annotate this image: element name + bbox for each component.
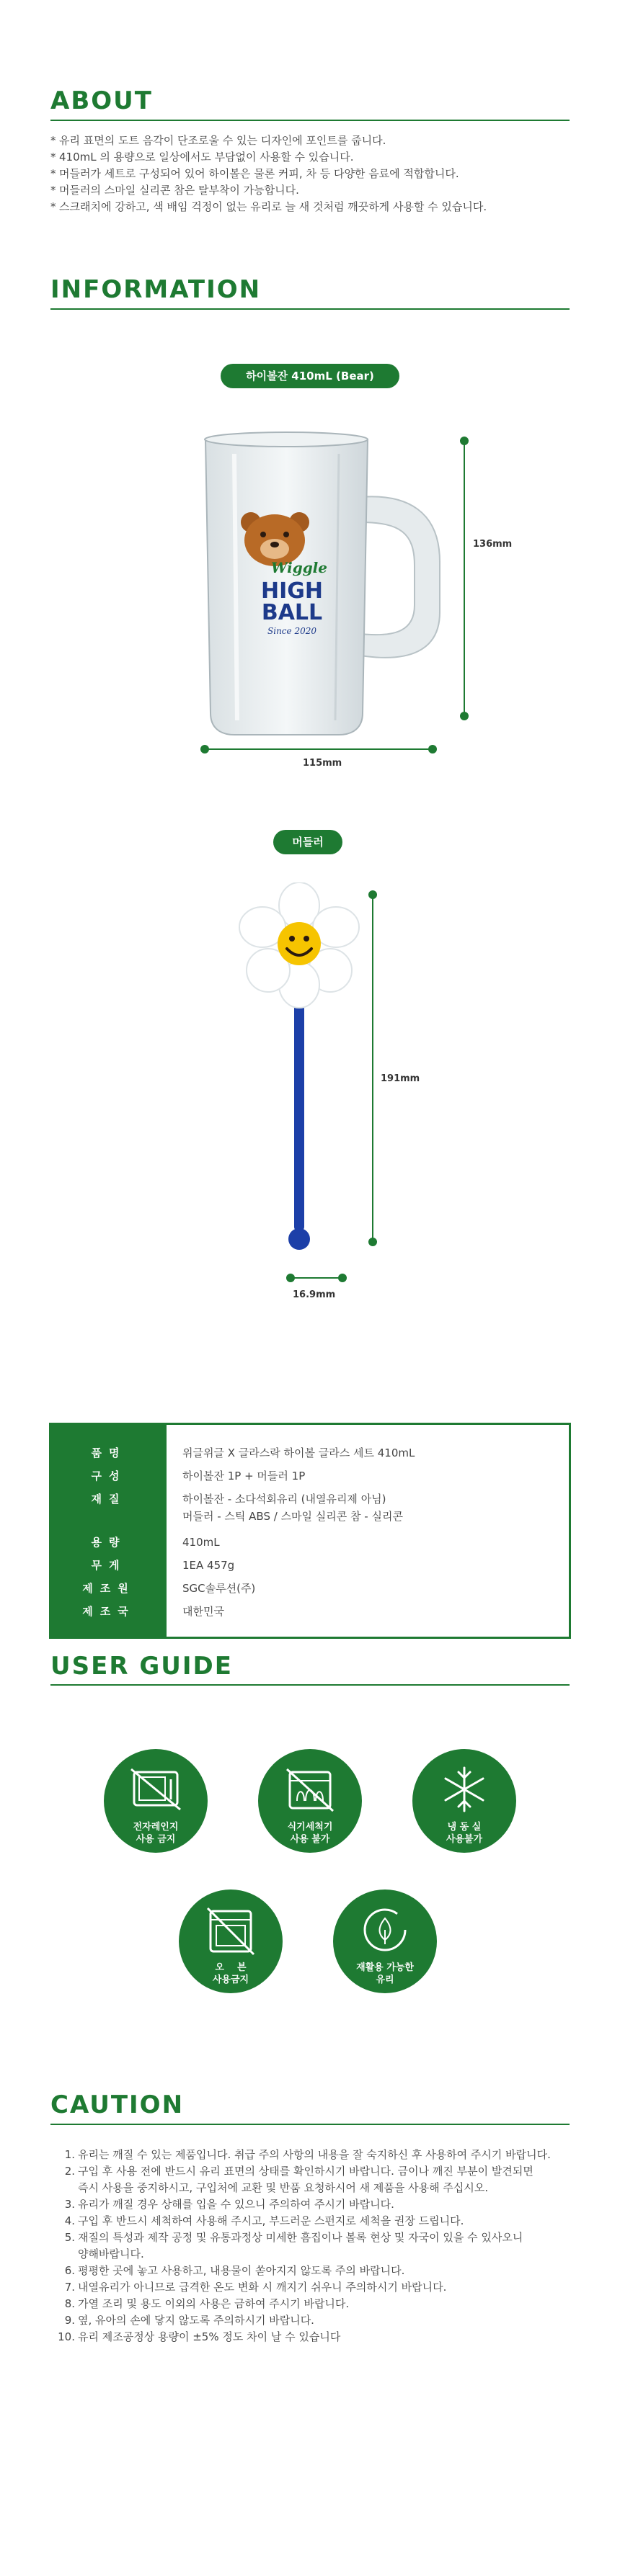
- about-title: ABOUT: [50, 86, 153, 115]
- muddler-width-dot-right: [338, 1274, 347, 1282]
- guide-label-line2: 사용 불가: [290, 1834, 330, 1845]
- guide-circle: [258, 1749, 362, 1853]
- caution-text: 옆, 유아의 손에 닿지 않도록 주의하시기 바랍니다.: [78, 2314, 314, 2327]
- caution-item: [56, 2296, 575, 2312]
- guide-item-oven: [170, 1889, 291, 1993]
- guide-label-line1: 전자레인지: [133, 1822, 179, 1833]
- about-item: * 410mL 의 용량으로 일상에서도 부담없이 사용할 수 있습니다.: [50, 149, 570, 166]
- guide-label: [104, 1821, 208, 1846]
- caution-number: 8.: [64, 2297, 75, 2310]
- spec-value: 대한민국: [182, 1605, 224, 1618]
- caution-text: 유리가 깨질 경우 상해를 입을 수 있으니 주의하여 주시기 바랍니다.: [78, 2198, 394, 2211]
- caution-item: [56, 2230, 575, 2246]
- about-item: * 스크래치에 강하고, 색 배임 걱정이 없는 유리로 늘 새 것처럼 깨끗하게 사용할 수 있습니다.: [50, 199, 570, 215]
- spec-label: 구성: [91, 1470, 127, 1482]
- guide-label: [179, 1962, 283, 1986]
- guide-item-dishwasher: [249, 1749, 371, 1853]
- muddler-height-label: 191mm: [381, 1073, 420, 1084]
- caution-number: 9.: [64, 2314, 75, 2327]
- muddler-image: [238, 882, 360, 1257]
- caution-item: [56, 2279, 575, 2296]
- guide-label-line2: 사용불가: [446, 1834, 483, 1845]
- caution-item: [56, 2196, 575, 2213]
- guide-item-recycle: [324, 1889, 446, 1993]
- guide-label-line2: 사용금지: [212, 1975, 249, 1985]
- caution-item: [56, 2263, 575, 2279]
- glass-height-dot-bottom: [460, 712, 469, 720]
- muddler-product-pill: 머들러: [273, 830, 342, 854]
- guide-label-line1: 식기세척기: [287, 1822, 333, 1833]
- spec-value: 하이볼잔 - 소다석회유리 (내열유리제 아님): [182, 1493, 386, 1506]
- caution-number: 4.: [64, 2214, 75, 2227]
- caution-item: [56, 2147, 575, 2163]
- guide-circle: [333, 1889, 437, 1993]
- glass-width-label: 115mm: [303, 758, 342, 769]
- glass-product-pill: 하이볼잔 410mL (Bear): [221, 364, 399, 388]
- guide-label-line1: 재활용 가능한: [356, 1962, 414, 1973]
- about-item: * 머들러가 세트로 구성되어 있어 하이볼은 물론 커피, 차 등 다양한 음료에 적합합니다.: [50, 166, 570, 182]
- caution-number: 7.: [64, 2281, 75, 2294]
- guide-label: [258, 1821, 362, 1846]
- glass-logo-script: Wiggle: [271, 559, 327, 576]
- spec-label: 품명: [91, 1446, 127, 1459]
- caution-number: 5.: [64, 2231, 75, 2244]
- caution-list: [56, 2147, 575, 2345]
- information-title: INFORMATION: [50, 275, 262, 304]
- information-divider: [50, 308, 570, 310]
- glass-height-label: 136mm: [473, 539, 513, 550]
- caution-text: 구입 후 사용 전에 반드시 유리 표면의 상태를 확인하시기 바랍니다. 금이나 깨진 부분이 발견되면: [78, 2165, 533, 2178]
- glass-width-line: [205, 748, 433, 750]
- about-item: * 유리 표면의 도트 음각이 단조로울 수 있는 디자인에 포인트를 줍니다.: [50, 133, 570, 149]
- guide-label-line2: 사용 금지: [136, 1834, 176, 1845]
- guide-label: [412, 1821, 516, 1846]
- caution-text: 유리 제조공정상 용량이 ±5% 정도 차이 날 수 있습니다: [78, 2330, 341, 2343]
- spec-table: [49, 1423, 571, 1639]
- muddler-height-line: [372, 895, 373, 1242]
- caution-item: [56, 2180, 575, 2196]
- caution-item: [56, 2312, 575, 2329]
- guide-circle: [412, 1749, 516, 1853]
- caution-text: 구입 후 반드시 세척하여 사용해 주시고, 부드러운 스펀지로 세척을 권장 드립니다.: [78, 2214, 464, 2227]
- caution-number: 6.: [64, 2264, 75, 2277]
- spec-label: 제조국: [82, 1605, 136, 1618]
- spec-label: 무게: [91, 1559, 127, 1572]
- spec-value-line2: 머들러 - 스틱 ABS / 스마일 실리콘 참 - 실리콘: [182, 1510, 403, 1523]
- caution-text: 재질의 특성과 제작 공정 및 유통과정상 미세한 흠집이나 볼록 현상 및 자국이 있을 수 있사오니: [78, 2231, 523, 2244]
- caution-item: [56, 2246, 575, 2263]
- caution-number: 10.: [58, 2330, 75, 2343]
- caution-title: CAUTION: [50, 2090, 185, 2119]
- spec-label: 재질: [91, 1493, 127, 1506]
- guide-item-freezer: [404, 1749, 525, 1853]
- about-list: [50, 133, 570, 215]
- glass-height-line: [464, 441, 465, 716]
- guide-circle: [179, 1889, 283, 1993]
- caution-item: [56, 2329, 575, 2345]
- spec-value: SGC솔루션(주): [182, 1582, 256, 1595]
- caution-item: [56, 2163, 575, 2180]
- highball-glass-image: [191, 425, 451, 742]
- spec-value: 위글위글 X 글라스락 하이볼 글라스 세트 410mL: [182, 1446, 415, 1459]
- glass-logo-line1: HIGH: [260, 578, 324, 604]
- caution-text: 유리는 깨질 수 있는 제품입니다. 취급 주의 사항의 내용을 잘 숙지하신 후 사용하여 주시기 바랍니다.: [78, 2148, 551, 2161]
- caution-text: 즉시 사용을 중지하시고, 구입처에 교환 및 반품 요청하시어 새 제품을 사용해 주십시오.: [78, 2181, 489, 2194]
- guide-label-line2: 유리: [376, 1975, 394, 1985]
- caution-number: 3.: [64, 2198, 75, 2211]
- caution-text: 양해바랍니다.: [78, 2248, 144, 2260]
- guide-label: [333, 1962, 437, 1986]
- guide-label-line1: 냉 동 실: [447, 1822, 482, 1833]
- caution-text: 평평한 곳에 놓고 사용하고, 내용물이 쏟아지지 않도록 주의 바랍니다.: [78, 2264, 405, 2277]
- spec-label: 용량: [91, 1536, 127, 1549]
- caution-text: 내열유리가 아니므로 급격한 온도 변화 시 깨지기 쉬우니 주의하시기 바랍니다.: [78, 2281, 447, 2294]
- caution-item: [56, 2213, 575, 2230]
- guide-item-microwave: [95, 1749, 216, 1853]
- guide-circle: [104, 1749, 208, 1853]
- muddler-height-dot-bottom: [368, 1238, 377, 1246]
- glass-logo-line2: BALL: [261, 600, 323, 625]
- caution-number: 1.: [64, 2148, 75, 2161]
- about-divider: [50, 120, 570, 121]
- about-item: * 머들러의 스마일 실리콘 참은 탈부착이 가능합니다.: [50, 182, 570, 199]
- caution-divider: [50, 2124, 570, 2125]
- glass-logo-since: Since 2020: [267, 626, 316, 636]
- muddler-width-label: 16.9mm: [293, 1289, 336, 1300]
- spec-value: 하이볼잔 1P + 머들러 1P: [182, 1470, 306, 1482]
- guide-label-line1: 오 븐: [215, 1962, 247, 1973]
- spec-value: 1EA 457g: [182, 1559, 235, 1572]
- spec-label: 제조원: [82, 1582, 136, 1595]
- user-guide-divider: [50, 1684, 570, 1686]
- muddler-width-line: [291, 1277, 342, 1279]
- glass-width-dot-right: [428, 745, 437, 753]
- spec-value: 410mL: [182, 1536, 220, 1549]
- user-guide-title: USER GUIDE: [50, 1652, 233, 1681]
- caution-text: 가열 조리 및 용도 이외의 사용은 금하여 주시기 바랍니다.: [78, 2297, 350, 2310]
- caution-number: 2.: [64, 2165, 75, 2178]
